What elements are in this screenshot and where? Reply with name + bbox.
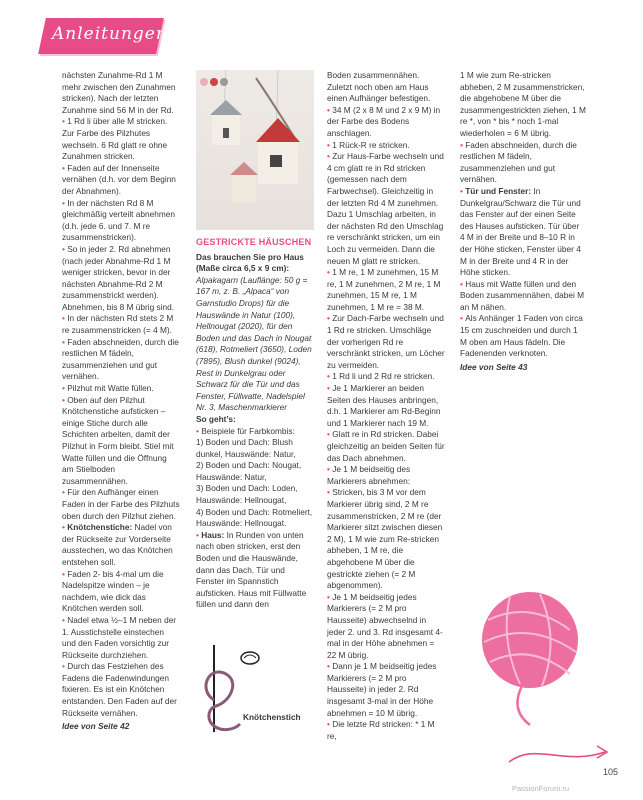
door-label: Tür und Fenster: [465,185,532,196]
materials: Alpakagarn (Lauflänge: 50 g = 167 m, z. B. „Alpaca“ von Garnstudio Drops) für die Hauswände in Natur (100), Hellnougat (2020), für den Boden und das Dach in Nougat (618), Rotmeliert (3650), Loden (7895), Blush dunkel (9024), Rest in Dunkelgrau oder Schwarz für die Tür und das Fenster, Füllwatte, Nadelspiel Nr. 3, Maschenmarkierer [196,274,312,413]
knot-text: Nadel von der Rückseite zur Vorderseite ausstechen, wo das Knötchen entstehen soll. [62,522,173,567]
paragraph: • Oben auf den Pilzhut Knötchenstiche aufsticken – einige Stiche durch alle Schichten arbeiten, damit der Pilzhut in Form bleibt. Stiel mit Watte füllen und die Öffnung am Stielboden zusammennähen. [62,394,174,486]
column-1 [62,70,180,733]
paragraph: • In der nächsten Rd 8 M gleichmäßig verteilt abnehmen (d.h. jede 6. und 7. M re zusammenstricken). [62,197,175,243]
paragraph: • 1 Rd li und 2 Rd re stricken. [327,371,435,382]
paragraph: • Als Anhänger 1 Faden von circa 15 cm zuschneiden und durch 1 M oben am Haus fädeln. Die Fadenenden verknoten. [460,313,583,359]
paragraph: • Faden abschneiden, durch die restlichen M fädeln, zusammenziehen und gut vernähen. [62,336,179,382]
paragraph: • Zur Haus-Farbe wechseln und 4 cm glatt re in Rd stricken (gemessen nach dem Farbwechsel). Gleichzeitig in der letzten Rd 4 M zunehmen. Dazu 1 Umschlag arbeiten, in der nächsten Rd den Umschlag re verschränkt stricken, um ein Loch zu vermeiden. Dann die neuen M glatt re stricken. [327,151,444,266]
paragraph: • So in jeder 2. Rd abnehmen (nach jeder Abnahme-Rd 1 M weniger stricken, bevor in der nächsten Abnahme-Rd 2 M zusammenstrickt werden). Abnehmen, bis 8 M übrig sind. [62,243,175,312]
paragraph: • Je 1 M beidseitig jedes Markierers (= 2 M pro Hausseite) abwechselnd in jeder 2. und 3. Rd insgesamt 4-mal in der Höhe abnehmen = 22 M übrig. [327,591,443,660]
paragraph: • Faden auf der Innenseite vernähen (d.h. vor dem Beginn der Abnahmen). [62,162,176,196]
paragraph: • Für den Aufhänger einen Faden in der Farbe des Pilzhuts oben durch den Pilzhut ziehen. [62,487,180,521]
paragraph: • Je 1 Markierer an beiden Seiten des Hauses anbringen, d.h. 1 Markierer am Rd-Beginn und 1 Markierer nach 19 M. [327,383,441,428]
paragraph: • Stricken, bis 3 M vor dem Markierer übrig sind, 2 M re zusammenstricken, 2 M re (der Markierer sitzt zwischen diesen 2 M), 1 M wie zum Re-stricken abheben, 1 M re, die abgehobene M über die gestrickte ziehen (= 2 M abgenommen). [327,487,443,591]
paragraph: • 1 Rd li über alle M stricken. Zur Farbe des Pilzhutes wechseln. 6 Rd glatt re ohne Zunahmen stricken. [62,116,168,162]
paragraph: • Faden abschneiden, durch die restlichen M fädeln, zusammenziehen und gut vernähen. [460,139,577,185]
reference: Idee von Seite 42 [62,721,130,732]
column-4 [460,70,586,373]
paragraph: • Beispiele für Farbkombis: [196,425,295,436]
paragraph: nächsten Zunahme-Rd 1 M mehr zwischen den Zunahmen stricken). Nach der letzten Zunahme sind 56 M in der Rd. [62,70,176,115]
knitted-houses-image [196,70,314,230]
paragraph: • Tür und Fenster: In Dunkelgrau/Schwarz die Tür und das Fenster auf der einen Seite des Hauses aufsticken. Tür über 4 M in der Breite und 8–10 R in der Höhe sticken, Fenster über 4 M in der Breite und 4 R in der Höhe sticken. [460,185,581,278]
yarn-ball-icon [470,580,590,730]
paragraph: 1 M wie zum Re-stricken abheben, 2 M zusammenstricken, die abgehobene M über die zusammengestrickten ziehen, 1 M re *, von * bis * noch 1-mal wiederholen = 6 M übrig. [460,70,586,138]
paragraph: Boden zusammennähen. Zuletzt noch oben am Haus einen Aufhänger befestigen. [327,70,431,104]
so-gehts: So geht’s: [196,413,236,424]
paragraph: 3) Boden und Dach: Loden, Hauswände: Hellnougat, [196,483,298,506]
paragraph: • Je 1 M beidseitig des Markierers abnehmen: [327,464,411,486]
illustration-caption: Knötchenstich [243,712,301,722]
paragraph: • Glatt re in Rd stricken. Dabei gleichzeitig an beiden Seiten für das Dach abnehmen. [327,429,445,463]
haus-label: Haus: [201,529,225,540]
paragraph: 1) Boden und Dach: Blush dunkel, Hauswände: Natur, [196,437,296,459]
column-3 [327,70,445,742]
paragraph: • Pilzhut mit Watte füllen. [62,383,154,394]
paragraph: • Faden 2- bis 4-mal um die Nadelspitze winden – je nachdem, wie dick das Knötchen werden soll. [62,568,164,614]
paragraph: • Zur Dach-Farbe wechseln und 1 Rd re stricken. Umschläge der vorherigen Rd re verschränkt stricken, um Löcher zu vermeiden. [327,313,445,370]
watermark: PassionForum.ru [512,784,570,793]
column-2 [196,237,314,611]
paragraph: • Nadel etwa ½–1 M neben der 1. Ausstichstelle einstechen und den Faden vorsichtig zur Rückseite durchziehen. [62,614,177,660]
paragraph: • Durch das Festziehen des Fadens die Fadenwindungen fixieren. Es ist ein Knötchen entstanden. Den Faden auf der Rückseite vernähen. [62,661,177,718]
knot-label: Knötchenstiche: [67,522,133,533]
paragraph: • Die letzte Rd stricken: * 1 M re, [327,719,435,741]
paragraph: • 34 M (2 x 8 M und 2 x 9 M) in der Farbe des Bodens anschlagen. [327,104,441,138]
section-heading: GESTRICKTE HÄUSCHEN [196,237,312,247]
haus-text: In Runden von unten nach oben stricken, erst den Boden und die Hauswände, dann das Dach. Tür und Fenster im Spannstich aufsticken. Haus mit Füllwatte füllen und dann den [196,529,307,610]
paragraph: • Haus mit Watte füllen und den Boden zusammennähen, dabei M an M nähen. [460,278,585,312]
paragraph: • Haus: In Runden von unten nach oben stricken, erst den Boden und die Hauswände, dann das Dach. Tür und Fenster im Spannstich aufsticken. Haus mit Füllwatte füllen und dann den [196,529,307,610]
reference: Idee von Seite 43 [460,361,528,372]
door-text: In Dunkelgrau/Schwarz die Tür und das Fenster auf der einen Seite des Hauses aufsticken. Tür über 4 M in der Breite und 8–10 R in der Höhe sticken, Fenster über 4 M in der Breite und 4 R in der Höhe sticken. [460,185,581,278]
section-title: Anleitungen [52,24,168,44]
paragraph: • 1 Rück-R re stricken. [327,139,410,150]
paragraph: • 1 M re, 1 M zunehmen, 15 M re, 1 M zunehmen, 2 M re, 1 M zunehmen, 15 M re, 1 M zunehmen, 1 M re = 38 M. [327,267,441,312]
paragraph: 2) Boden und Dach: Nougat, Hauswände: Natur, [196,460,302,482]
paragraph: • In der nächsten Rd stets 2 M re zusammenstricken (= 4 M). [62,313,174,336]
paragraph: • Knötchenstiche: Nadel von der Rückseite zur Vorderseite ausstechen, wo das Knötchen entstehen soll. [62,522,173,567]
page-number: 105 [603,767,619,777]
arrow-icon [505,738,615,768]
size-note: Das brauchen Sie pro Haus (Maße circa 6,5 x 9 cm): [196,251,304,274]
houses-photo [196,70,314,230]
paragraph: 4) Boden und Dach: Rotmeliert, Hauswände: Hellnougat. [196,506,313,529]
paragraph: • Dann je 1 M beidseitig jedes Markierers (= 2 M pro Hausseite) in jeder 2. Rd insgesamt 3-mal in der Höhe abnehmen = 10 M übrig. [327,661,437,718]
